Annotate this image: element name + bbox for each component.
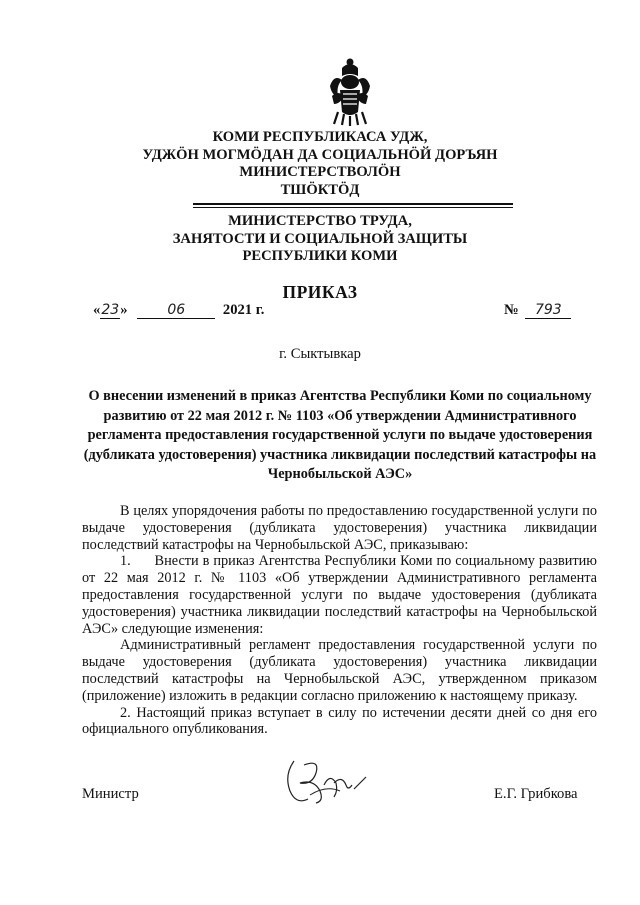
header-divider <box>193 203 513 205</box>
header-komi-line: МИНИСТЕРСТВОЛӦН <box>239 164 401 180</box>
number-value: 793 <box>525 303 571 319</box>
header-ru-line: ЗАНЯТОСТИ И СОЦИАЛЬНОЙ ЗАЩИТЫ <box>172 230 468 247</box>
number-label: № <box>504 302 519 318</box>
date-day: 23 <box>101 302 120 318</box>
header-ru <box>0 213 640 266</box>
komi-coat-of-arms-icon <box>328 56 372 126</box>
header-komi-line: КОМИ РЕСПУБЛИКАСА УДЖ, <box>212 129 428 145</box>
order-number <box>504 302 571 319</box>
header-ru-line: МИНИСТЕРСТВО ТРУДА, <box>228 213 412 229</box>
header-komi-line: УДЖӦН МОГМӦДАН ДА СОЦИАЛЬНӦЙ ДОРЪЯН <box>142 146 498 163</box>
city: г. Сыктывкар <box>279 346 361 362</box>
body-paragraph: Административный регламент предоставления государственной услуги по выдаче удостоверения (дубликата удостоверения) участника ликвидации последствий катастрофы на Чернобыльской АЭС, утвержденном приказом (приложение) изложить в редакции согласно приложению к настоящему приказу. <box>82 637 597 704</box>
body-paragraph: В целях упорядочения работы по предоставлению государственной услуги по выдаче удостоверения (дубликата удостоверения) участника ликвидации последствий катастрофы на Чернобыльской АЭС, приказываю: <box>82 503 597 553</box>
order-body <box>82 503 597 738</box>
handwritten-signature <box>280 755 380 810</box>
body-paragraph: 2. Настоящий приказ вступает в силу по истечении десяти дней со дня его официального опубликования. <box>82 704 597 738</box>
date-month: 06 <box>137 303 215 319</box>
signatory-position: Министр <box>82 786 139 802</box>
document-title: ПРИКАЗ <box>282 282 358 302</box>
date-close-quote: » <box>120 302 128 318</box>
header-komi-line: ТШӦКТӦД <box>280 181 360 198</box>
body-paragraph: 1. Внести в приказ Агентства Республики Коми по социальному развитию от 22 мая 2012 г. № 1103 «Об утверждении Административного регламента предоставления государственной услуги по выдаче удостоверения (дубликата удостоверения) участника ликвидации последствий катастрофы на Чернобыльской АЭС» следующие изменения: <box>82 553 597 637</box>
order-subject: О внесении изменений в приказ Агентства Республики Коми по социальному развитию от 22 мая 2012 г. № 1103 «Об утверждении Административного регламента предоставления государственной услуги по выдаче удостоверения (дубликата удостоверения) участника ликвидации последствий катастрофы на Чернобыльской АЭС» <box>83 388 597 483</box>
date-year: 2021 г. <box>222 302 265 318</box>
date-open-quote: « <box>93 302 101 318</box>
signatory-name: Е.Г. Грибкова <box>494 786 578 802</box>
header-ru-line: РЕСПУБЛИКИ КОМИ <box>242 248 398 264</box>
header-divider-thin <box>193 207 513 208</box>
header-komi <box>0 129 640 199</box>
order-date <box>93 302 264 319</box>
